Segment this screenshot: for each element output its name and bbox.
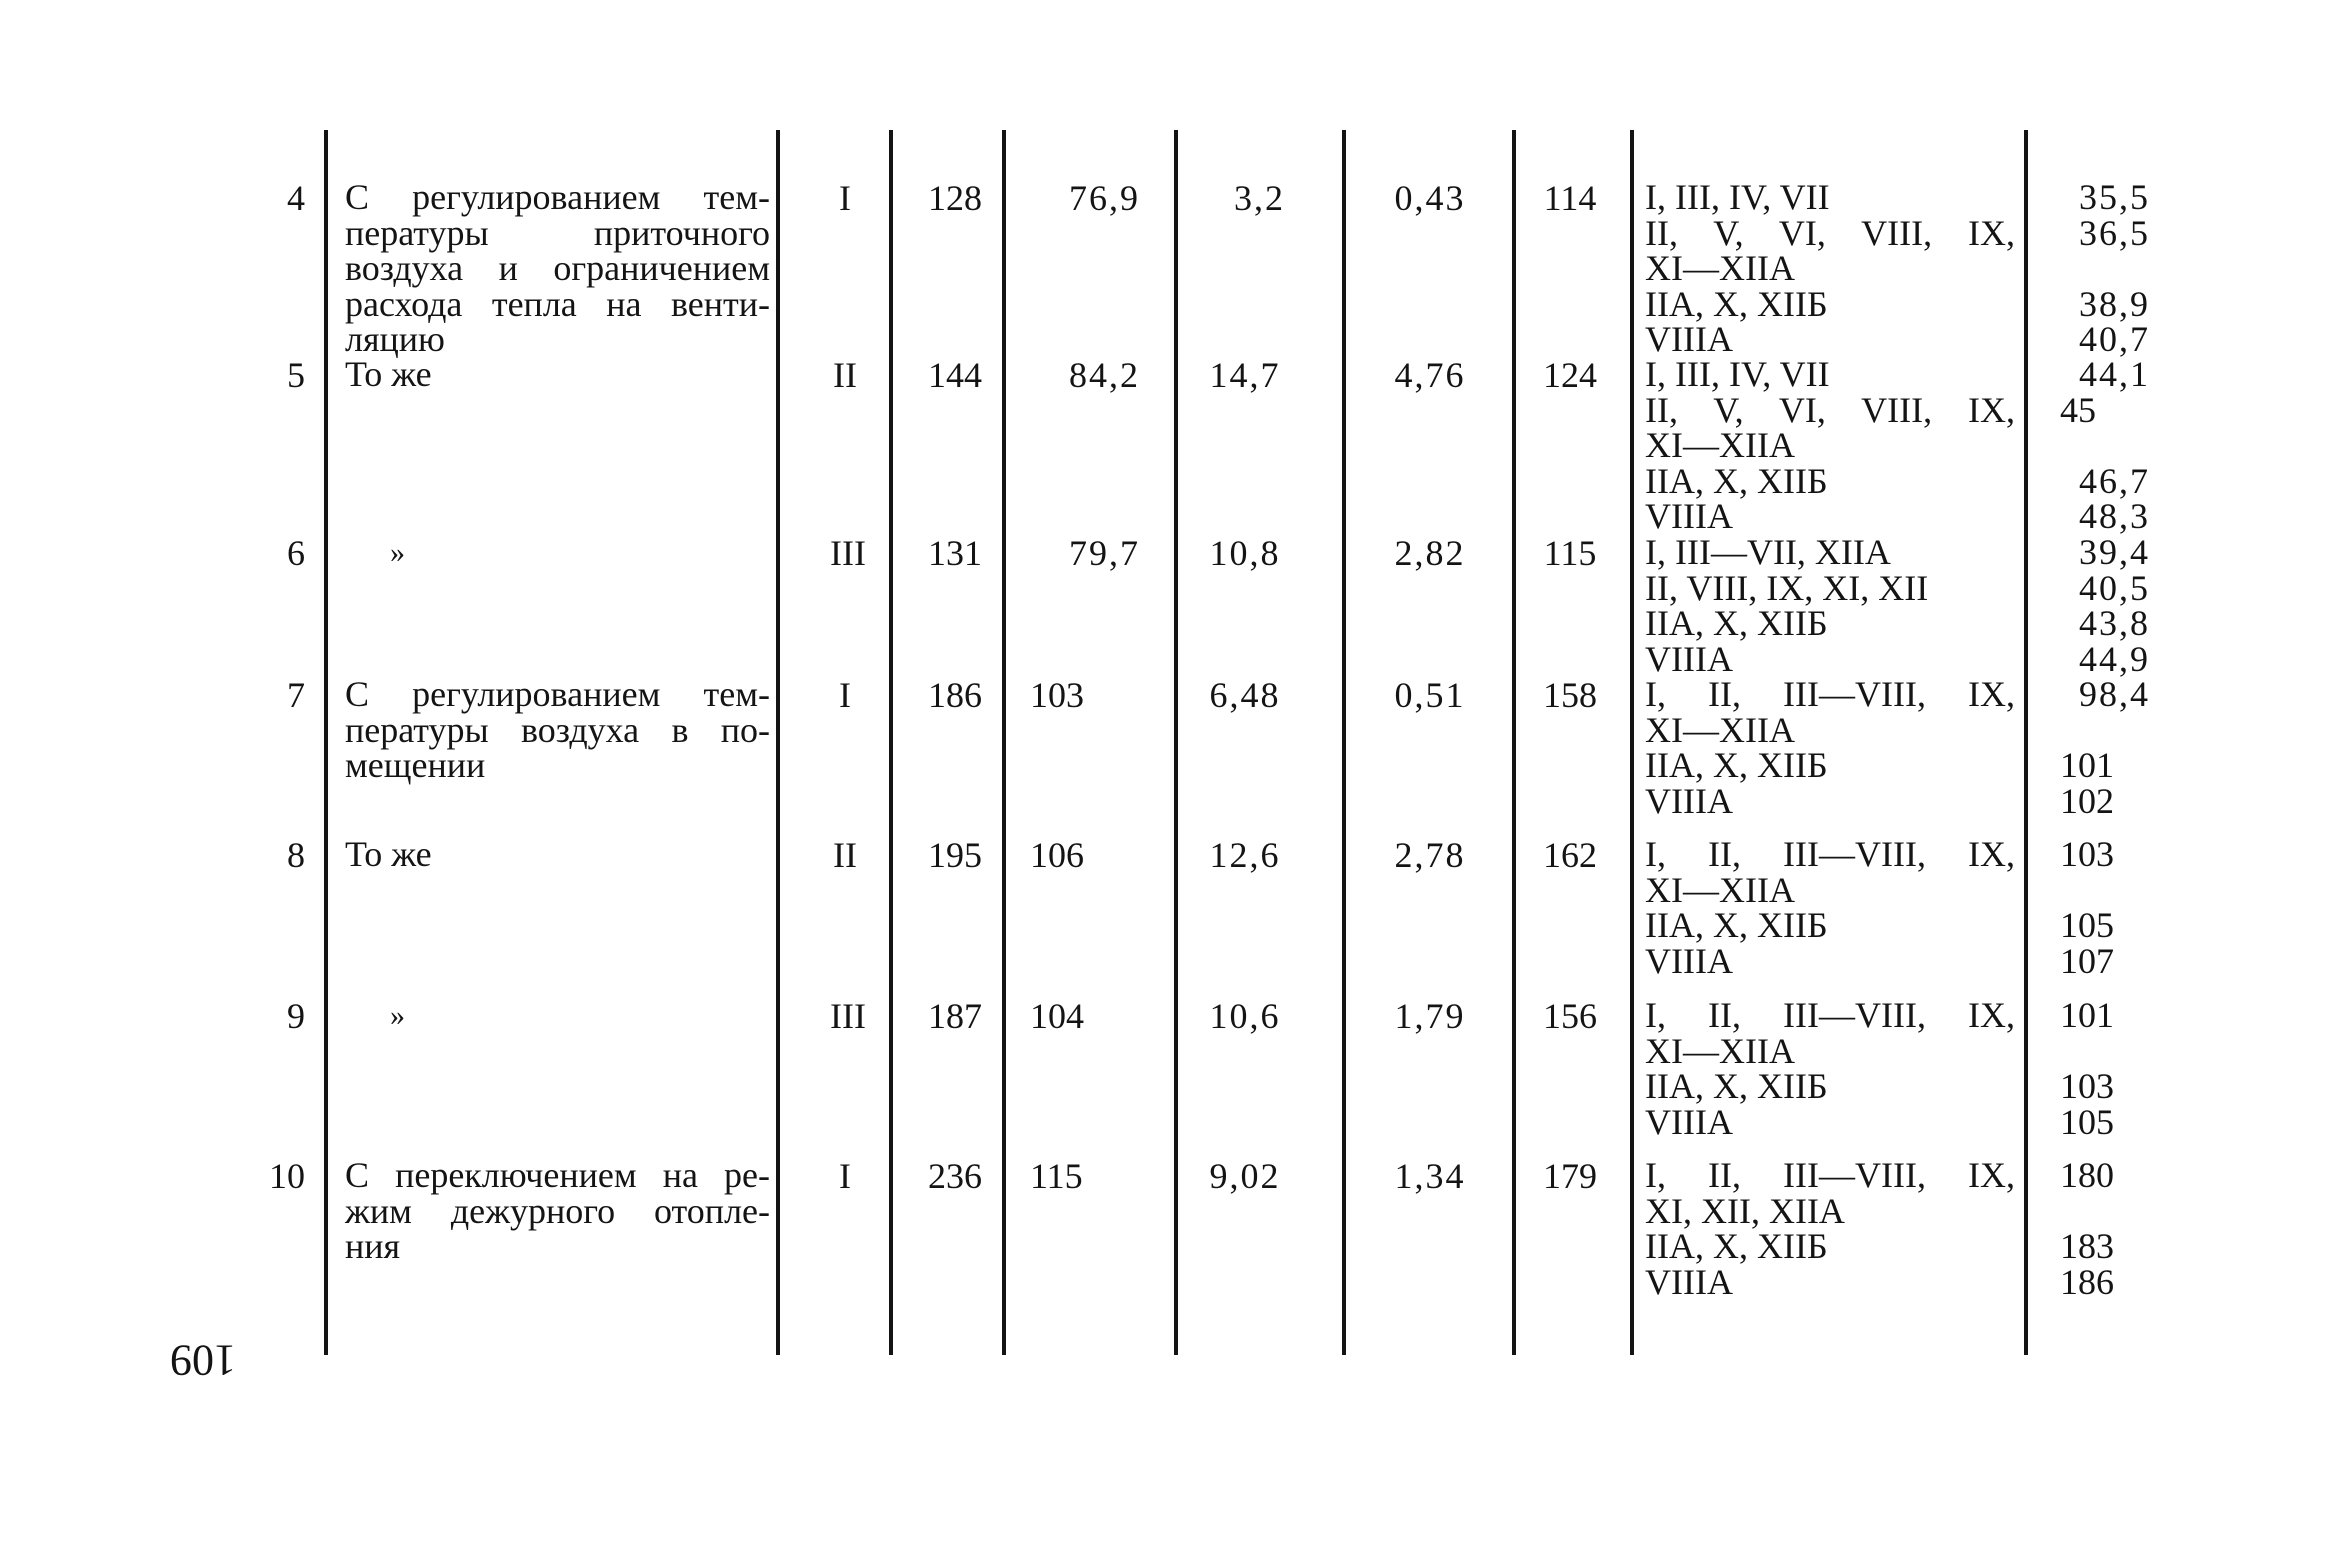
value-cell: 156 xyxy=(1543,996,1597,1036)
region-line: XI—XIIA xyxy=(1645,248,1795,288)
value-cell: 104 xyxy=(1030,996,1084,1036)
climate-regions xyxy=(1645,177,2015,359)
region-value: 103 xyxy=(2060,834,2114,874)
column-rule xyxy=(1630,130,1634,1355)
region-line: XI, XII, XIIA xyxy=(1645,1190,1845,1231)
value-cell: 162 xyxy=(1543,835,1597,875)
description-line: С регулированием тем- xyxy=(345,177,770,217)
value-cell: 131 xyxy=(928,533,982,573)
region-value: 98,4 xyxy=(2079,674,2150,714)
region-line: IIA, X, XIIБ xyxy=(1645,1226,1828,1266)
region-value: 105 xyxy=(2060,1101,2114,1142)
region-value xyxy=(2060,428,2150,464)
region-value xyxy=(2060,251,2150,287)
value-cell: 84,2 xyxy=(1069,355,1140,395)
region-line: I, II, III—VIII, IX, xyxy=(1645,995,2015,1035)
row-description xyxy=(345,177,770,359)
row-number: 5 xyxy=(287,355,305,395)
region-line: VIIIA xyxy=(1645,780,1733,821)
region-line: VIIIA xyxy=(1645,1101,1733,1142)
region-line: XI—XIIA xyxy=(1645,425,1795,465)
region-line: IIA, X, XIIБ xyxy=(1645,1066,1828,1106)
climate-regions xyxy=(1645,354,2015,536)
region-values xyxy=(2060,834,2150,981)
value-cell: 9,02 xyxy=(1209,1156,1281,1196)
column-rule xyxy=(776,130,780,1355)
region-line: VIIIA xyxy=(1645,1261,1733,1302)
region-line: IIA, X, XIIБ xyxy=(1645,460,1828,501)
value-cell: 14,7 xyxy=(1209,355,1281,395)
region-line: XI—XIIA xyxy=(1645,1030,1795,1071)
climate-regions xyxy=(1645,674,2015,821)
description-line: мещении xyxy=(345,745,486,785)
description-line: ляцию xyxy=(345,319,445,359)
region-line: VIIIA xyxy=(1645,940,1733,981)
row-description xyxy=(345,998,770,1034)
region-values xyxy=(2060,532,2150,679)
value-cell: 0,51 xyxy=(1394,675,1466,715)
column-rule xyxy=(1174,130,1178,1355)
region-value xyxy=(2060,713,2150,749)
region-value xyxy=(2060,873,2150,909)
region-value: 44,1 xyxy=(2079,354,2150,394)
value-cell: 3,2 xyxy=(1234,178,1285,218)
description-line: С регулированием тем- xyxy=(345,674,770,714)
region-value: 43,8 xyxy=(2079,603,2150,643)
region-value xyxy=(2060,1194,2150,1230)
region-line: VIIIA xyxy=(1645,319,1733,359)
description-line: жим дежурного отопле- xyxy=(345,1190,770,1231)
region-line: IIA, X, XIIБ xyxy=(1645,905,1828,945)
description-line: расхода тепла на венти- xyxy=(345,283,770,324)
region-line: I, III, IV, VII xyxy=(1645,177,1830,217)
row-number: 8 xyxy=(287,835,305,875)
value-cell: 1,79 xyxy=(1394,996,1466,1036)
value-cell: 6,48 xyxy=(1209,675,1281,715)
row-number: 4 xyxy=(287,178,305,218)
category-cell: II xyxy=(833,835,857,875)
climate-regions xyxy=(1645,1155,2015,1302)
region-values xyxy=(2060,674,2150,821)
row-description xyxy=(345,354,770,394)
climate-regions xyxy=(1645,834,2015,981)
column-rule xyxy=(2024,130,2028,1355)
value-cell: 187 xyxy=(928,996,982,1036)
region-line: I, III—VII, XIIA xyxy=(1645,532,1891,572)
region-line: I, II, III—VIII, IX, xyxy=(1645,1155,2015,1195)
description-line: пературы воздуха в по- xyxy=(345,709,770,750)
description-line: воздуха и ограничением xyxy=(345,248,770,288)
region-value: 39,4 xyxy=(2079,532,2150,572)
value-cell: 186 xyxy=(928,675,982,715)
description-line: То же xyxy=(345,354,432,394)
region-value: 102 xyxy=(2060,780,2114,821)
region-line: IIA, X, XIIБ xyxy=(1645,283,1828,324)
value-cell: 103 xyxy=(1030,675,1084,715)
description-line: » xyxy=(390,536,405,569)
category-cell: II xyxy=(833,355,857,395)
region-value: 107 xyxy=(2060,940,2114,981)
value-cell: 236 xyxy=(928,1156,982,1196)
region-value: 105 xyxy=(2060,905,2114,945)
region-line: IIA, X, XIIБ xyxy=(1645,603,1828,643)
value-cell: 10,8 xyxy=(1209,533,1281,573)
value-cell: 195 xyxy=(928,835,982,875)
value-cell: 0,43 xyxy=(1394,178,1466,218)
region-value: 38,9 xyxy=(2079,283,2150,324)
page-number: 109 xyxy=(170,1336,236,1385)
description-line: пературы приточного xyxy=(345,212,770,253)
region-line: I, III, IV, VII xyxy=(1645,354,1830,394)
row-number: 7 xyxy=(287,675,305,715)
region-value xyxy=(2060,1034,2150,1070)
region-value: 101 xyxy=(2060,995,2114,1035)
value-cell: 106 xyxy=(1030,835,1084,875)
value-cell: 2,82 xyxy=(1394,533,1466,573)
region-value: 186 xyxy=(2060,1261,2114,1302)
region-line: XI—XIIA xyxy=(1645,869,1795,910)
value-cell: 158 xyxy=(1543,675,1597,715)
row-description xyxy=(345,1155,770,1266)
region-values xyxy=(2060,177,2150,359)
value-cell: 179 xyxy=(1543,1156,1597,1196)
category-cell: I xyxy=(839,178,851,218)
region-value: 180 xyxy=(2060,1155,2114,1195)
value-cell: 115 xyxy=(1543,533,1597,573)
value-cell: 115 xyxy=(1030,1156,1083,1196)
region-line: II, VIII, IX, XI, XII xyxy=(1645,567,1929,608)
region-line: IIA, X, XIIБ xyxy=(1645,745,1828,785)
region-line: I, II, III—VIII, IX, xyxy=(1645,674,2015,714)
region-line: VIIIA xyxy=(1645,638,1733,679)
region-value: 101 xyxy=(2060,745,2114,785)
value-cell: 124 xyxy=(1543,355,1597,395)
description-line: То же xyxy=(345,834,432,874)
region-value: 46,7 xyxy=(2079,460,2150,501)
value-cell: 114 xyxy=(1543,178,1597,218)
region-line: II, V, VI, VIII, IX, xyxy=(1645,389,2015,430)
category-cell: I xyxy=(839,1156,851,1196)
row-number: 6 xyxy=(287,533,305,573)
value-cell: 10,6 xyxy=(1209,996,1281,1036)
region-value: 48,3 xyxy=(2079,496,2150,536)
region-value: 44,9 xyxy=(2079,638,2150,679)
category-cell: I xyxy=(839,675,851,715)
region-value: 45 xyxy=(2060,389,2096,430)
region-value: 40,5 xyxy=(2079,567,2150,608)
region-values xyxy=(2060,354,2150,536)
region-line: XI—XIIA xyxy=(1645,709,1795,750)
column-rule xyxy=(1512,130,1516,1355)
category-cell: III xyxy=(830,996,866,1036)
region-values xyxy=(2060,995,2150,1142)
value-cell: 76,9 xyxy=(1069,178,1140,218)
column-rule xyxy=(889,130,893,1355)
region-value: 183 xyxy=(2060,1226,2114,1266)
region-value: 36,5 xyxy=(2079,212,2150,253)
row-number: 10 xyxy=(269,1156,305,1196)
value-cell: 1,34 xyxy=(1394,1156,1466,1196)
value-cell: 12,6 xyxy=(1209,835,1281,875)
region-line: I, II, III—VIII, IX, xyxy=(1645,834,2015,874)
value-cell: 4,76 xyxy=(1394,355,1466,395)
row-number: 9 xyxy=(287,996,305,1036)
value-cell: 128 xyxy=(928,178,982,218)
description-line: » xyxy=(390,999,405,1032)
value-cell: 79,7 xyxy=(1069,533,1140,573)
row-description xyxy=(345,535,770,571)
description-line: ния xyxy=(345,1226,401,1266)
climate-regions xyxy=(1645,532,2015,679)
region-value: 40,7 xyxy=(2079,319,2150,359)
region-values xyxy=(2060,1155,2150,1302)
column-rule xyxy=(324,130,328,1355)
value-cell: 2,78 xyxy=(1394,835,1466,875)
region-line: VIIIA xyxy=(1645,496,1733,536)
category-cell: III xyxy=(830,533,866,573)
row-description xyxy=(345,674,770,785)
region-value: 103 xyxy=(2060,1066,2114,1106)
climate-regions xyxy=(1645,995,2015,1142)
column-rule xyxy=(1342,130,1346,1355)
value-cell: 144 xyxy=(928,355,982,395)
column-rule xyxy=(1002,130,1006,1355)
region-line: II, V, VI, VIII, IX, xyxy=(1645,212,2015,253)
description-line: С переключением на ре- xyxy=(345,1155,770,1195)
row-description xyxy=(345,834,770,874)
region-value: 35,5 xyxy=(2079,177,2150,217)
